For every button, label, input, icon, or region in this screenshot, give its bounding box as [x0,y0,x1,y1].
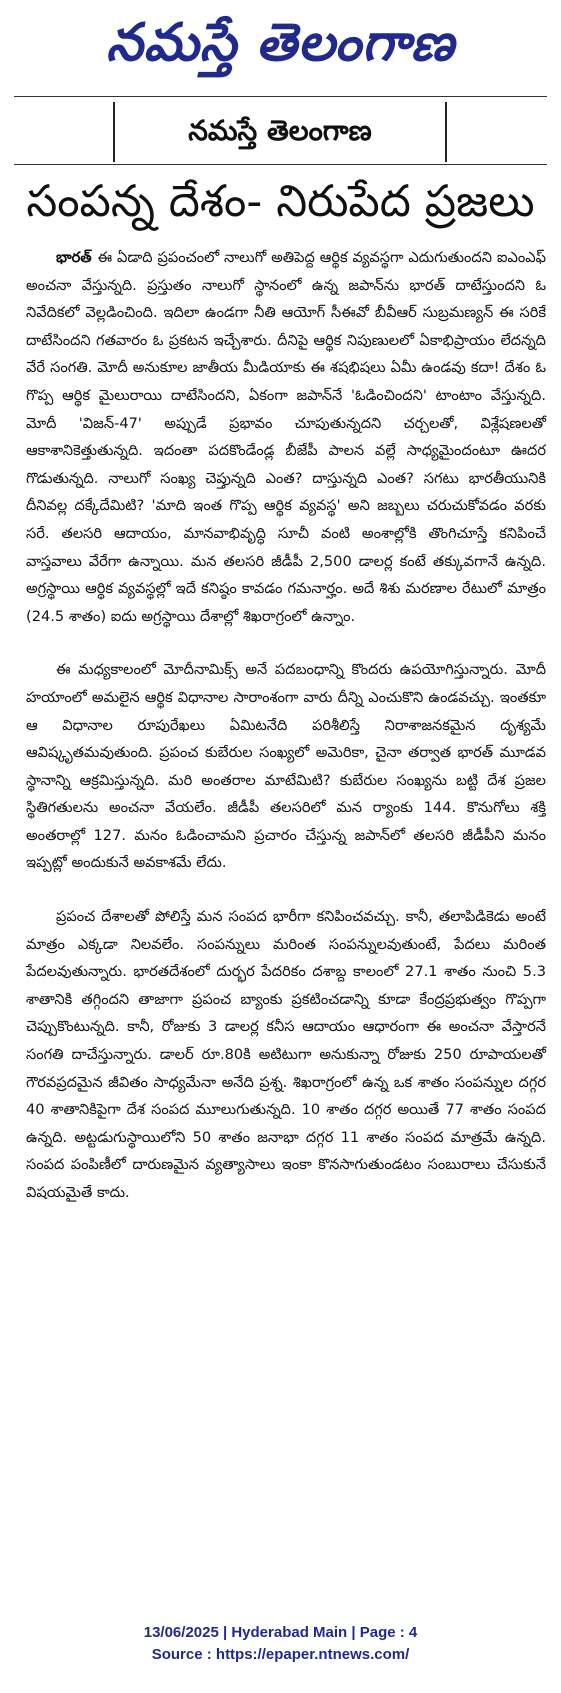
article-headline: సంపన్న దేశం- నిరుపేద ప్రజలు [26,176,535,227]
paragraph-1: భారత్ ఈ ఏడాది ప్రపంచంలో నాలుగో అతిపెద్ద ఆర్థిక వ్యవస్థగా ఎదుగుతుందని ఐఎంఎఫ్ అంచనా వేస్తున్నది. ప్రస్తుతం నాలుగో స్థానంలో ఉన్న జపాన్‌ను భారత్ దాటేస్తుందని ఓ నివేదికలో వెల్లడించింది. ఇదిలా ఉండగా నీతి ఆయోగ్ సీఈవో బీవీఆర్ సుబ్రమణ్యన్ ఈ సరికే దాటేసిందని గతవారం ఓ ప్రకటన ఇచ్చేశారు. దీనిపై ఆర్థిక నిపుణులలో ఏకాభిప్రాయం లేదన్నది వేరే సంగతి. మోదీ అనుకూల జాతీయ మీడియాకు ఈ శషభిషలు ఏమీ ఉండవు కదా! దేశం ఓ గొప్ప ఆర్థిక మైలురాయి దాటేసిందని, ఏకంగా జపాన్‌నే 'ఓడించిందని' టాంటాం వేస్తున్నది. మోదీ 'విజన్-47' అప్పుడే ప్రభావం చూపుతున్నదని చర్చలతో, విశ్లేషణలతో ఆకాశానికెత్తుతున్నది. ఇదంతా పదకొండేండ్ల బీజేపీ పాలన వల్లే సాధ్యమైందంటూ ఊదర గొడుతున్నది. నాలుగో సంఖ్య చెప్తున్నది ఎంత? దాస్తున్నది ఎంత? సగటు భారతీయునికి దీనివల్ల దక్కేదేమిటి? 'మాది ఇంత గొప్ప ఆర్థిక వ్యవస్థ' అని జబ్బలు చరుచుకోవడం వరకు సరే. తలసరి ఆదాయం, మానవాభివృద్ధి సూచీ వంటి అంశాల్లోకి తొంగిచూస్తే కనిపించే వాస్తవాలు వేరేగా ఉన్నాయి. మన తలసరి జీడీపీ 2,500 డాలర్ల కంటే తక్కువగానే ఉన్నది. అగ్రస్థాయి ఆర్థిక వ్యవస్థల్లో ఇదే కనిష్ఠం కావడం గమనార్హం. అదే శిశు మరణాల రేటులో మాత్రం (24.5 శాతం) ఐదు అగ్రస్థాయి దేశాల్లో శిఖరాగ్రంలో ఉన్నాం. [26,249,546,625]
masthead-title: నమస్తే తెలంగాణ [106,13,455,73]
section-title: నమస్తే తెలంగాణ [188,114,372,147]
page-footer [0,1622,561,1666]
dateline: భారత్ [56,249,92,266]
headline-divider [14,164,547,165]
footer-edition-info: 13/06/2025 | Hyderabad Main | Page : 4 [143,1624,418,1641]
top-divider [14,96,547,97]
masthead-logo [0,8,561,80]
article-body [26,244,546,1584]
paragraph-3: ప్రపంచ దేశాలతో పోలిస్తే మన సంపద భారీగా కనిపించవచ్చు. కానీ, తలాపిడికెడు అంటే మాత్రం ఎక్కడా నిలవలేం. సంపన్నులు మరింత సంపన్నులవుతుంటే, పేదలు మరింత పేదలవుతున్నారు. భారతదేశంలో దుర్భర పేదరికం దశాబ్ద కాలంలో 27.1 శాతం నుంచి 5.3 శాతానికి తగ్గిందని తాజాగా ప్రపంచ బ్యాంకు ప్రకటించడాన్ని కూడా కేంద్రప్రభుత్వం గొప్పగా చెప్పుకొంటున్నది. కానీ, రోజుకు 3 డాలర్ల కనీస ఆదాయం ఆధారంగా ఈ అంచనా వేస్తారనే సంగతి దాచేస్తున్నారు. డాలర్ రూ.80కి అటిటుగా అనుకున్నా రోజుకు 250 రూపాయలతో గౌరవప్రదమైన జీవితం సాధ్యమేనా అనేది ప్రశ్న. శిఖరాగ్రంలో ఉన్న ఒక శాతం సంపన్నుల దగ్గర 40 శాతానికిపైగా దేశ సంపద మూలుగుతున్నది. 10 శాతం దగ్గర అయితే 77 శాతం సంపద ఉన్నది. అట్టడుగుస్థాయిలోని 50 శాతం జనాభా దగ్గర 11 శాతం సంపద మాత్రమే ఉన్నది. సంపద పంపిణీలో దారుణమైన వ్యత్యాసాలు ఇంకా కొనసాగుతుండటం సంబురాలు చేసుకునే విషయమైతే కాదు. [26,908,546,1201]
paragraph-2: ఈ మధ్యకాలంలో మోదీనామిక్స్ అనే పదబంధాన్ని కొందరు ఉపయోగిస్తున్నారు. మోదీ హయాంలో అమలైన ఆర్థిక విధానాల సారాంశంగా వారు దీన్ని ఎంచుకొని ఉండవచ్చు. ఇంతకూ ఆ విధానాల రూపురేఖలు ఏమిటనేది పరిశీలిస్తే నిరాశాజనకమైన దృశ్యమే ఆవిష్కృతమవుతుంది. ప్రపంచ కుబేరుల సంఖ్యలో అమెరికా, చైనా తర్వాత భారత్ మూడవ స్థానాన్ని ఆక్రమిస్తున్నది. మరి అంతరాల మాటేమిటి? కుబేరుల సంఖ్యను బట్టి దేశ ప్రజల స్థితిగతులను అంచనా వేయలేం. జీడీపీ తలసరిలో మన ర్యాంకు 144. కొనుగోలు శక్తి అంతరాల్లో 127. మనం ఓడించామని ప్రచారం చేస్తున్న జపాన్‌లో తలసరి జీడీపీని మనం ఇప్పట్లో అందుకునే అవకాశమే లేదు. [26,661,546,872]
footer-source-link[interactable]: Source : https://epaper.ntnews.com/ [151,1646,410,1663]
section-logo [113,102,447,162]
